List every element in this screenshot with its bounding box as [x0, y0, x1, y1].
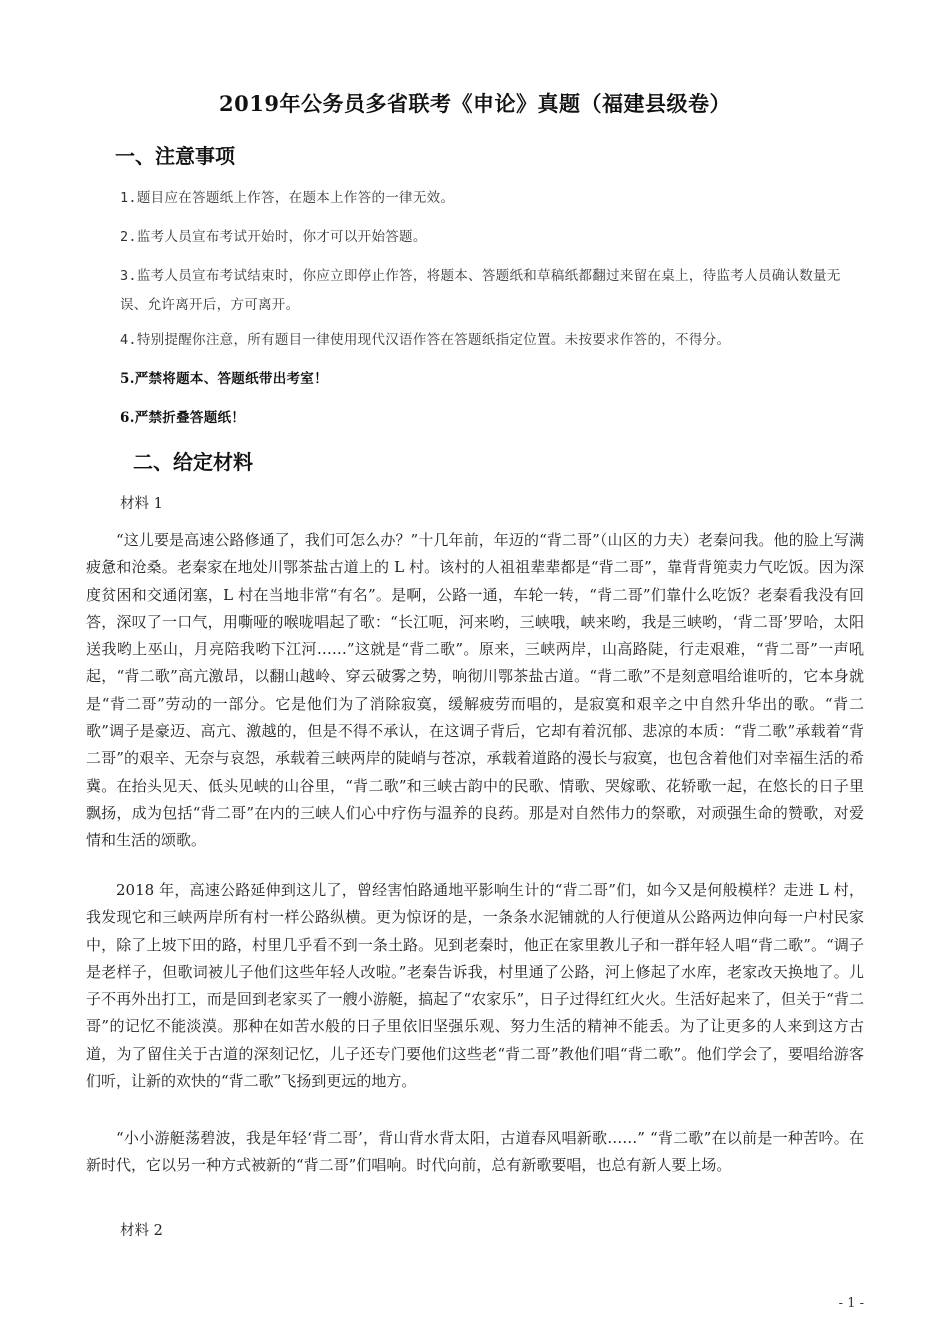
section-heading-notices: 一、注意事项 [115, 144, 235, 168]
notice-item-5: 5.严禁将题本、答题纸带出考室！ [120, 371, 328, 387]
section-heading-materials: 二、给定材料 [133, 450, 253, 474]
material-1-paragraph-2: 2018 年，高速公路延伸到这儿了，曾经害怕路通地平影响生计的“背二哥”们，如今又是何般模样？走进 L 村，我发现它和三峡两岸所有村一样公路纵横。更为惊讶的是，一条条水泥铺就的人行便道从公路两边伸向每一户村民家中，除了上坡下田的路，村里几乎看不到一条土路。见到老秦时，他正在家里教儿子和一群年轻人唱“背二歌”。“调子是老样子，但歌词被儿子他们这些年轻人改啦。”老秦告诉我，村里通了公路，河上修起了水库，老家改天换地了。儿子不再外出打工，而是回到老家买了一艘小游艇，搞起了“农家乐”，日子过得红红火火。生活好起来了，但关于“背二哥”的记忆不能淡漠。那种在如苦水般的日子里依旧坚强乐观、努力生活的精神不能丢。为了让更多的人来到这方古道，为了留住关于古道的深刻记忆，儿子还专门要他们这些老“背二哥”教他们唱“背二歌”。他们学会了，要唱给游客们听，让新的欢快的“背二歌”飞扬到更远的地方。 [86, 881, 864, 1091]
notice-item-4: 4.特别提醒你注意，所有题目一律使用现代汉语作答在答题纸指定位置。未按要求作答的，不得分。 [120, 332, 731, 348]
page-title: 2019年公务员多省联考《申论》真题（福建县级卷） [219, 91, 731, 116]
page-number: - 1 - [838, 1296, 864, 1311]
material-1-label: 材料 1 [120, 496, 163, 512]
material-1-paragraph-3: “小小游艇荡碧波，我是年轻‘背二哥’，背山背水背太阳，古道春风唱新歌……” “背二歌”在以前是一种苦吟。在新时代，它以另一种方式被新的“背二哥”们唱响。时代向前，总有新歌要唱，也总有新人要上场。 [86, 1129, 864, 1175]
material-1-paragraph-1: “这儿要是高速公路修通了，我们可怎么办？”十几年前，年迈的“背二哥”（山区的力夫）老秦问我。他的脸上写满疲惫和沧桑。老秦家在地处川鄂茶盐古道上的 L 村。该村的人祖祖辈辈都是“背二哥”，靠背背篼卖力气吃饭。因为深度贫困和交通闭塞，L 村在当地非常“有名”。是啊，公路一通，车轮一转，“背二哥”们靠什么吃饭？老秦看我没有回答，深叹了一口气，用嘶哑的喉咙唱起了歌：“长江呃，河来哟，三峡哦，峡来哟，我是三峡哟，‘背二哥’罗哈，太阳送我哟上巫山，月亮陪我哟下江河……”这就是“背二歌”。原来，三峡两岸，山高路陡，行走艰难，“背二哥”一声吼起，“背二歌”高亢激昂，以翻山越岭、穿云破雾之势，响彻川鄂茶盐古道。“背二歌”不是刻意唱给谁听的，它本身就是“背二哥”劳动的一部分。它是他们为了消除寂寞，缓解疲劳而唱的，是寂寞和艰辛之中自然升华出的歌。“背二歌”调子是豪迈、高亢、激越的，但是不得不承认，在这调子背后，它却有着沉郁、悲凉的本质：“背二歌”承载着“背二哥”的艰辛、无奈与哀怨，承载着三峡两岸的陡峭与苍凉，承载着道路的漫长与寂寞，也包含着他们对幸福生活的希冀。在抬头见天、低头见峡的山谷里，“背二歌”和三峡古韵中的民歌、情歌、哭嫁歌、花轿歌一起，在悠长的日子里飘扬，成为包括“背二哥”在内的三峡人们心中疗伤与温养的良药。那是对自然伟力的祭歌，对顽强生命的赞歌，对爱情和生活的颂歌。 [86, 531, 864, 850]
notice-item-2: 2.监考人员宣布考试开始时，你才可以开始答题。 [120, 229, 427, 245]
notice-item-3: 3.监考人员宣布考试结束时，你应立即停止作答，将题本、答题纸和草稿纸都翻过来留在桌上，待监考人员确认数量无误、允许离开后，方可离开。 [120, 268, 841, 313]
notice-item-1: 1.题目应在答题纸上作答，在题本上作答的一律无效。 [120, 190, 455, 206]
material-2-label: 材料 2 [120, 1223, 163, 1239]
notice-item-6: 6.严禁折叠答题纸！ [120, 410, 246, 426]
